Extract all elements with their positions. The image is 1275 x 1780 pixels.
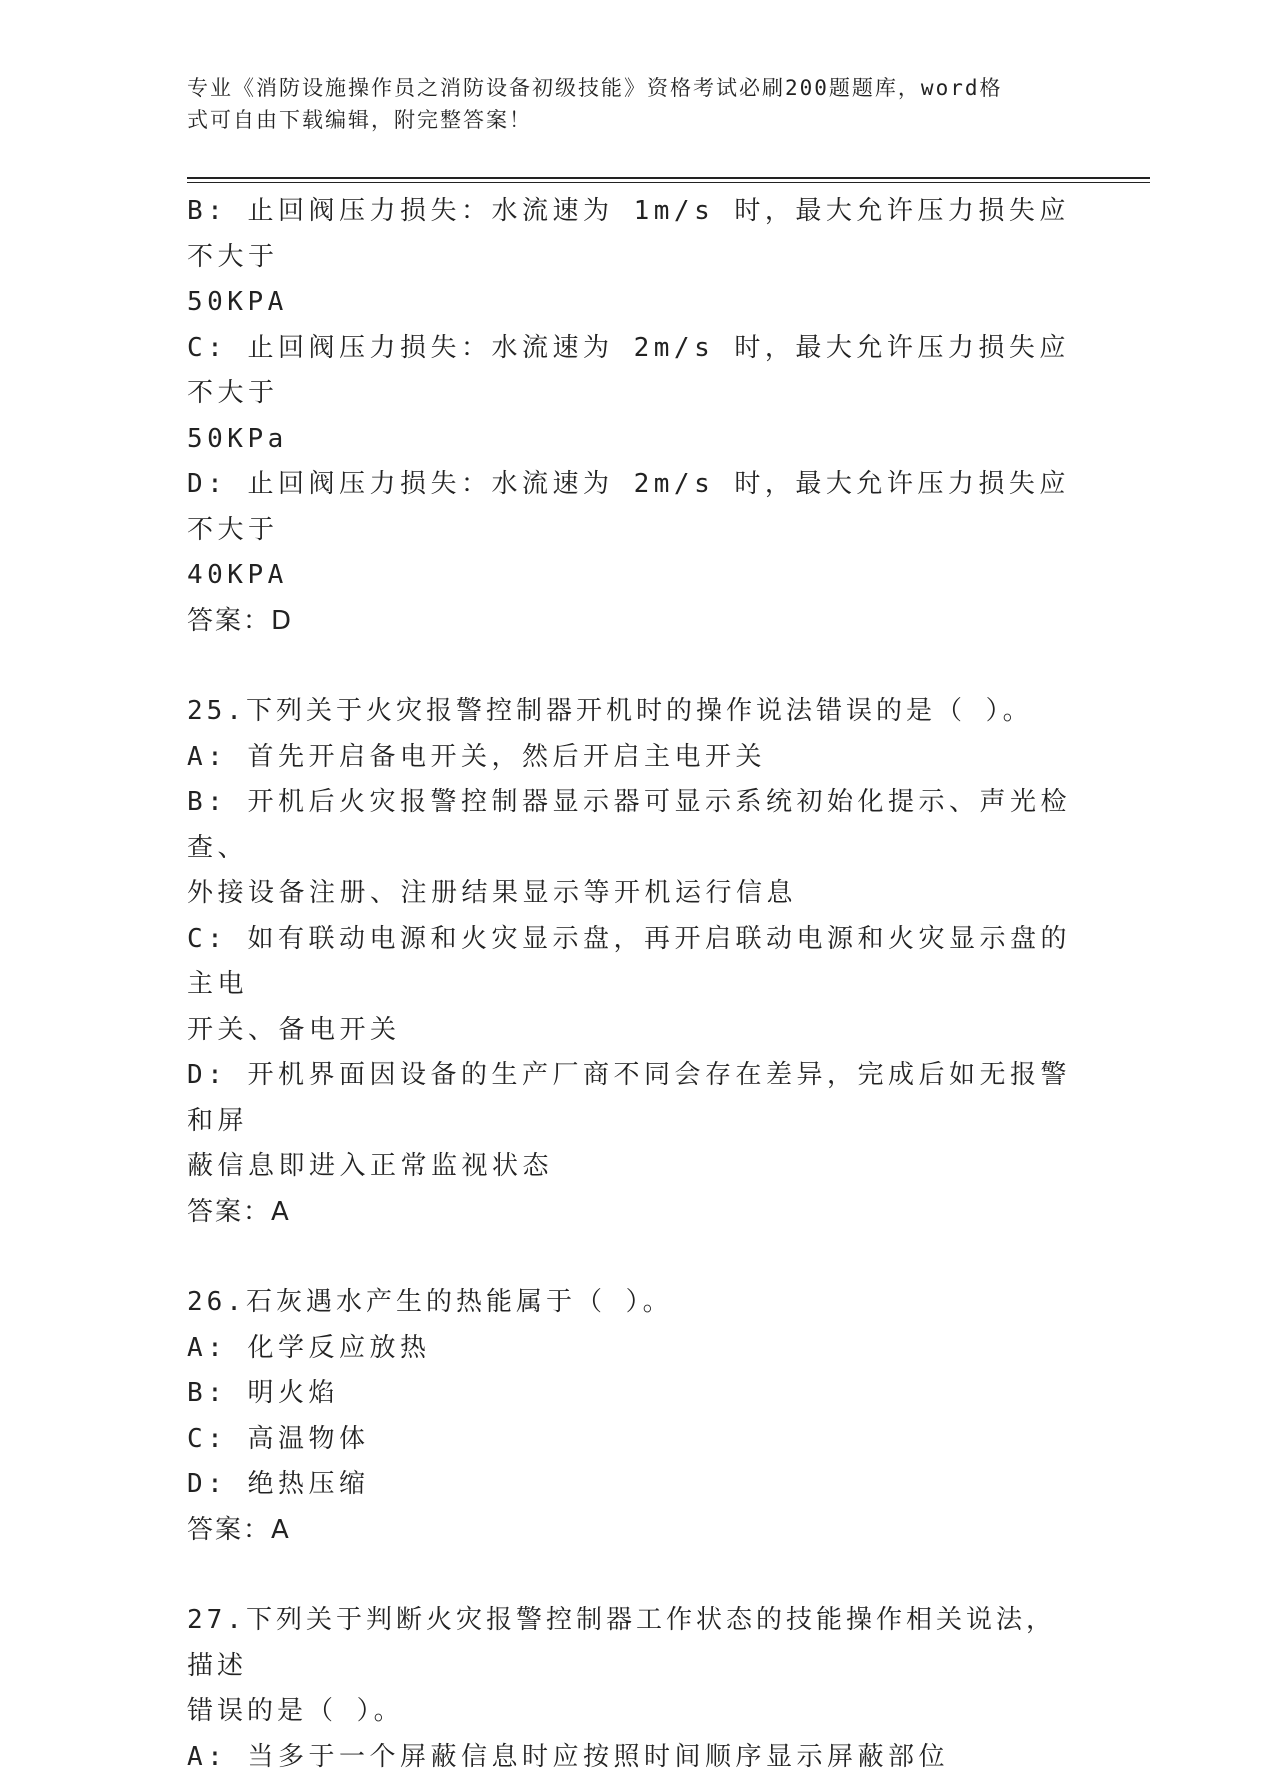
- q26-option-a: A: 化学反应放热: [187, 1326, 1077, 1372]
- q26-option-b: B: 明火焰: [187, 1371, 1077, 1417]
- q25-option-b-line-1: B: 开机后火灾报警控制器显示器可显示系统初始化提示、声光检查、: [187, 780, 1077, 871]
- q24-option-b-line-2: 50KPA: [187, 280, 1077, 326]
- header-line-2: 式可自由下载编辑，附完整答案！: [187, 104, 1077, 136]
- q25-answer: 答案：A: [187, 1190, 1077, 1236]
- q27-option-a: A: 当多于一个屏蔽信息时应按照时间顺序显示屏蔽部位: [187, 1735, 1077, 1780]
- question-25-block: [187, 689, 1077, 1235]
- q25-option-b-line-2: 外接设备注册、注册结果显示等开机运行信息: [187, 871, 1077, 917]
- spacer: [187, 1235, 1077, 1280]
- q25-option-c-line-1: C: 如有联动电源和火灾显示盘，再开启联动电源和火灾显示盘的主电: [187, 917, 1077, 1008]
- q24-option-d-line-1: D: 止回阀压力损失：水流速为 2m/s 时，最大允许压力损失应不大于: [187, 462, 1077, 553]
- q24-option-d-line-2: 40KPA: [187, 553, 1077, 599]
- q25-option-d-line-1: D: 开机界面因设备的生产厂商不同会存在差异，完成后如无报警和屏: [187, 1053, 1077, 1144]
- q25-question: 25.下列关于火灾报警控制器开机时的操作说法错误的是（ ）。: [187, 689, 1077, 735]
- question-24-block: [187, 189, 1077, 644]
- header-rule-thick: [187, 177, 1150, 179]
- q24-option-c-line-1: C: 止回阀压力损失：水流速为 2m/s 时，最大允许压力损失应不大于: [187, 326, 1077, 417]
- q26-option-d: D: 绝热压缩: [187, 1462, 1077, 1508]
- q26-question: 26.石灰遇水产生的热能属于（ ）。: [187, 1280, 1077, 1326]
- q24-option-b-line-1: B: 止回阀压力损失：水流速为 1m/s 时，最大允许压力损失应不大于: [187, 189, 1077, 280]
- q26-answer: 答案：A: [187, 1508, 1077, 1554]
- q25-option-a: A: 首先开启备电开关，然后开启主电开关: [187, 735, 1077, 781]
- q25-option-c-line-2: 开关、备电开关: [187, 1008, 1077, 1054]
- q25-option-d-line-2: 蔽信息即进入正常监视状态: [187, 1144, 1077, 1190]
- document-body: [187, 189, 1077, 1780]
- document-header: [187, 72, 1077, 136]
- spacer: [187, 1553, 1077, 1598]
- q27-question-line-1: 27.下列关于判断火灾报警控制器工作状态的技能操作相关说法，描述: [187, 1598, 1077, 1689]
- header-line-1: 专业《消防设施操作员之消防设备初级技能》资格考试必刷200题题库，word格: [187, 72, 1077, 104]
- header-rule-thin: [187, 182, 1150, 183]
- spacer: [187, 644, 1077, 689]
- q24-option-c-line-2: 50KPa: [187, 417, 1077, 463]
- q24-answer: 答案：D: [187, 599, 1077, 645]
- question-27-block: [187, 1598, 1077, 1780]
- q26-option-c: C: 高温物体: [187, 1417, 1077, 1463]
- question-26-block: [187, 1280, 1077, 1553]
- q27-question-line-2: 错误的是（ ）。: [187, 1689, 1077, 1735]
